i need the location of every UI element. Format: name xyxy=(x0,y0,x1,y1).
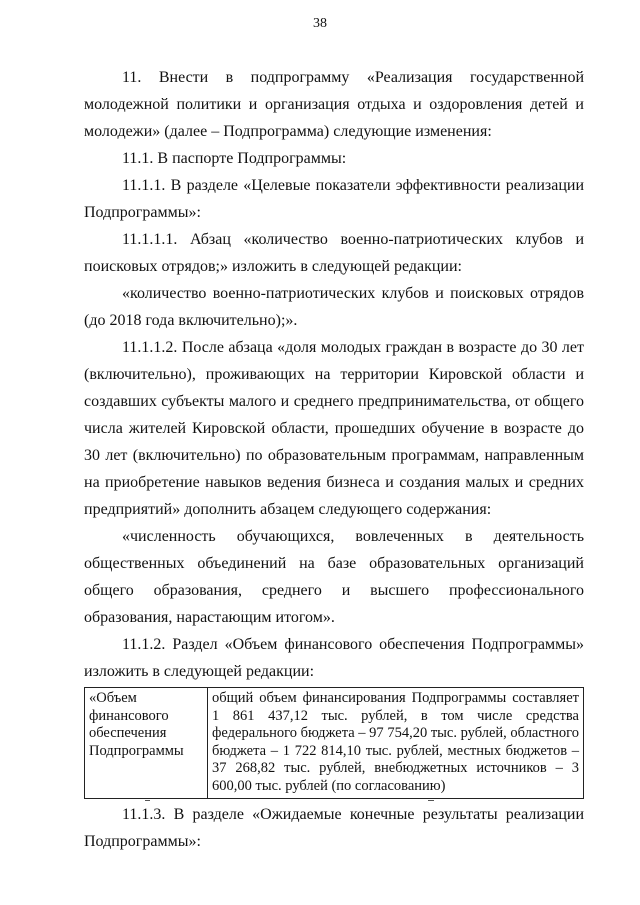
paragraph-11-1-3: 11.1.3. В разделе «Ожидаемые конечные результаты реализации Подпрограммы»: xyxy=(84,806,584,850)
financing-table xyxy=(84,687,584,799)
paragraph-11-1-1: 11.1.1. В разделе «Целевые показатели эффективности реализации Подпрограммы»: xyxy=(84,177,584,221)
paragraph-11-1: 11.1. В паспорте Подпрограммы: xyxy=(122,150,347,167)
table-row xyxy=(85,688,584,799)
paragraph-11-1-2: 11.1.2. Раздел «Объем финансового обеспечения Подпрограммы» изложить в следующей редакции: xyxy=(84,636,584,680)
document-body xyxy=(84,64,584,855)
paragraph-11-1-1-1: 11.1.1.1. Абзац «количество военно-патриотических клубов и поисковых отрядов;» изложить в следующей редакции: xyxy=(84,231,584,275)
scan-mark-left xyxy=(145,800,150,801)
financing-value-cell: общий объем финансирования Подпрограммы составляет 1 861 437,12 тыс. рублей, в том числе средства федерального бюджета – 97 754,20 тыс. рублей, областного бюджета – 1 722 814,10 тыс. рублей, местных бюджетов – 37 268,82 тыс. рублей, внебюджетных источников – 3 600,00 тыс. рублей (по согласованию) xyxy=(208,688,584,799)
financing-label-cell: «Объем финансового обеспечения Подпрограммы xyxy=(85,688,208,799)
scan-marks xyxy=(0,800,640,810)
page-number: 38 xyxy=(313,16,327,31)
paragraph-11-1-1-2: 11.1.1.2. После абзаца «доля молодых граждан в возрасте до 30 лет (включительно), проживающих на территории Кировской области и создавших субъекты малого и среднего предпринимательства, от общего числа жителей Кировской области, прошедших обучение в возрасте до 30 лет (включительно) по образовательным программам, направленным на приобретение навыков ведения бизнеса и создания малых и средних предприятий» дополнить абзацем следующего содержания: xyxy=(84,339,584,518)
paragraph-11: 11. Внести в подпрограмму «Реализация государственной молодежной политики и организация отдыха и оздоровления детей и молодежи» (далее – Подпрограмма) следующие изменения: xyxy=(84,69,584,140)
quote-students-count: «численность обучающихся, вовлеченных в деятельность общественных объединений на базе образовательных организаций общего образования, среднего и высшего профессионального образования, нарастающим итогом». xyxy=(84,528,584,626)
scan-mark-right xyxy=(428,800,434,801)
quote-military-clubs: «количество военно-патриотических клубов и поисковых отрядов (до 2018 года включительно);». xyxy=(84,285,584,329)
